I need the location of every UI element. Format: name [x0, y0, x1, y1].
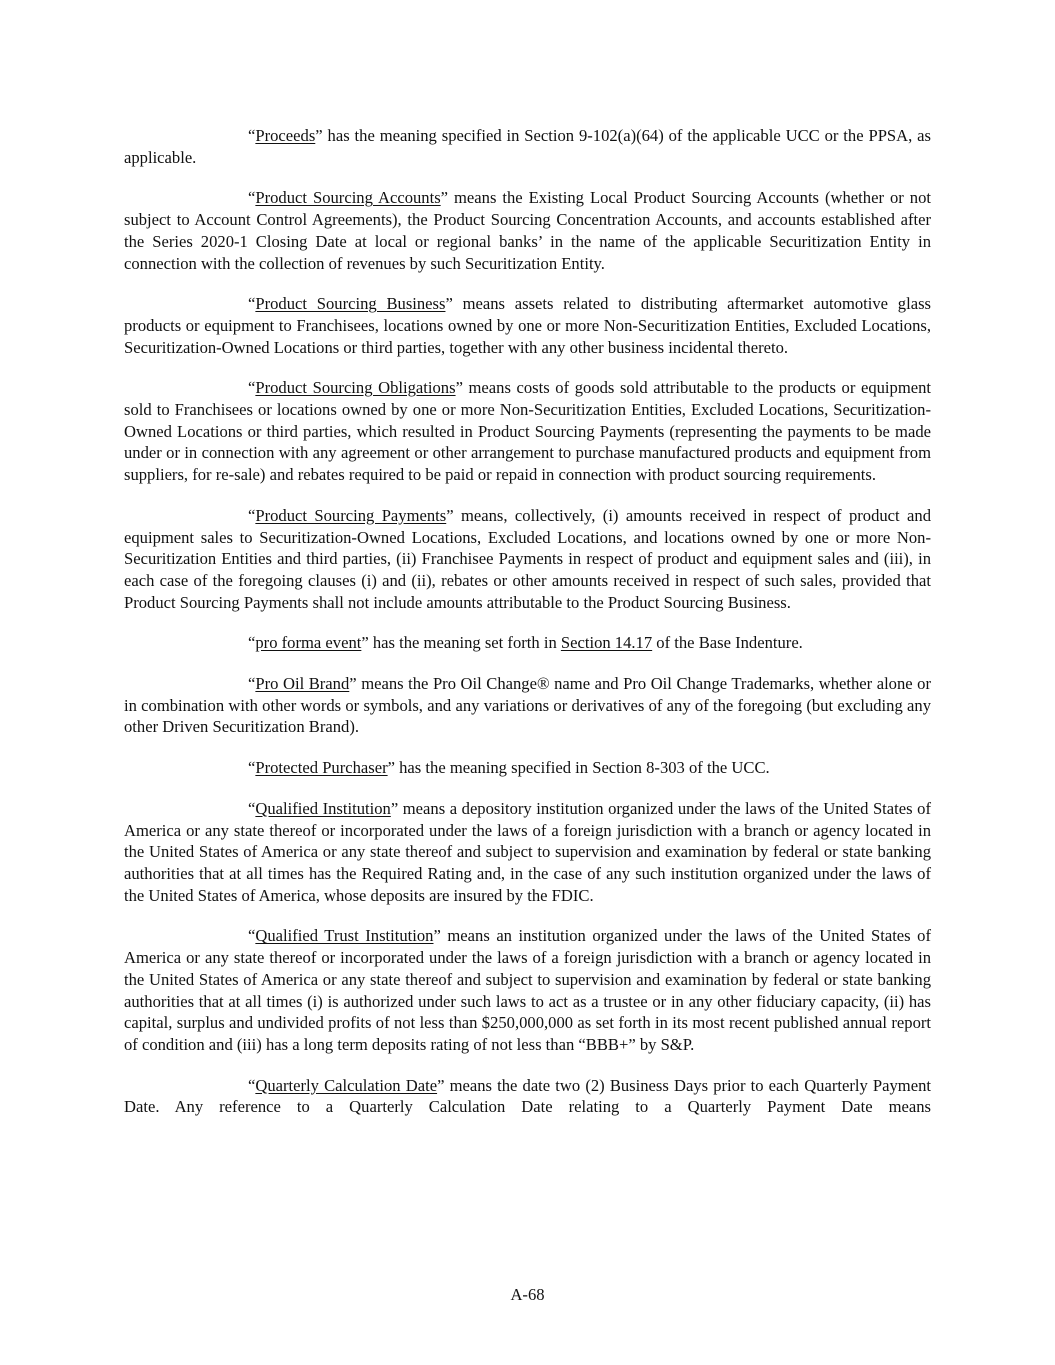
definition-protected-purchaser: “Protected Purchaser” has the meaning specified in Section 8-303 of the UCC.	[248, 758, 770, 778]
defined-term: Protected Purchaser	[255, 758, 388, 778]
page-number: A-68	[510, 1285, 545, 1304]
definition-product-sourcing-accounts: “Product Sourcing Accounts” means the Existing Local Product Sourcing Accounts (whether or not subject to Account Control Agreements), the Product Sourcing Concentration Accounts, and accounts established after the Series 2020-1 Closing Date at local or regional banks’ in the name of the applicable Securitization Entity in connection with the collection of revenues by such Securitization Entity.	[124, 188, 931, 273]
definition-product-sourcing-business: “Product Sourcing Business” means assets related to distributing aftermarket automotive glass products or equipment to Franchisees, locations owned by one or more Non-Securitization Entities, Excluded Locations, Securitization-Owned Locations or third parties, together with any other business incidental thereto.	[124, 294, 931, 357]
defined-term: Product Sourcing Payments	[255, 505, 447, 525]
defined-term: Product Sourcing Business	[255, 294, 446, 314]
defined-term: Product Sourcing Obligations	[255, 378, 456, 398]
defined-term: Product Sourcing Accounts	[255, 188, 441, 208]
defined-term: pro forma event	[255, 633, 362, 653]
defined-term: Qualified Institution	[255, 798, 391, 818]
definition-product-sourcing-obligations: “Product Sourcing Obligations” means costs of goods sold attributable to the products or equipment sold to Franchisees or locations owned by one or more Non-Securitization Entities, Excluded Locations, Securitization-Owned Locations or third parties, which resulted in Product Sourcing Payments (representing the payments to be made under or in connection with any agreement or other arrangement to purchase manufactured products and equipment from suppliers, for re-sale) and rebates required to be paid or repaid in connection with product sourcing requirements.	[124, 378, 931, 485]
definition-qualified-trust-institution: “Qualified Trust Institution” means an institution organized under the laws of the United States of America or any state thereof or incorporated under the laws of a foreign jurisdiction with a branch or agency located in the United States of America or any state thereof and subject to supervision and examination by federal or state banking authorities that at all times (i) is authorized under such laws to act as a trustee or in any other fiduciary capacity, (ii) has capital, surplus and undivided profits of not less than $250,000,000 as set forth in its most recent published annual report of condition and (iii) has a long term deposits rating of not less than “BBB+” by S&P.	[124, 926, 931, 1054]
definition-product-sourcing-payments: “Product Sourcing Payments” means, collectively, (i) amounts received in respect of product and equipment sales to Securitization-Owned Locations, Excluded Locations, and locations owned by one or more Non-Securitization Entities and third parties, (ii) Franchisee Payments in respect of product and equipment sales and (iii), in each case of the foregoing clauses (i) and (ii), rebates or other amounts received in respect of such sales, provided that Product Sourcing Payments shall not include amounts attributable to the Product Sourcing Business.	[124, 505, 931, 612]
definition-quarterly-calculation-date: “Quarterly Calculation Date” means the date two (2) Business Days prior to each Quarterly Payment Date. Any reference to a Quarterly Calculation Date relating to a Quarterly Payment Date means	[124, 1075, 931, 1117]
defined-term: Pro Oil Brand	[255, 674, 350, 694]
definition-proceeds: “Proceeds” has the meaning specified in Section 9-102(a)(64) of the applicable UCC or the PPSA, as applicable.	[124, 126, 931, 167]
section-reference-link[interactable]: Section 14.17	[560, 633, 653, 653]
defined-term: Proceeds	[255, 126, 316, 145]
definition-pro-oil-brand: “Pro Oil Brand” means the Pro Oil Change® name and Pro Oil Change Trademarks, whether alone or in combination with other words or symbols, and any variations or derivatives of any of the foregoing (but excluding any other Driven Securitization Brand).	[124, 674, 932, 737]
definition-qualified-institution: “Qualified Institution” means a depository institution organized under the laws of the United States of America or any state thereof or incorporated under the laws of a foreign jurisdiction with a branch or agency located in the United States of America or any state thereof and subject to supervision and examination by federal or state banking authorities that at all times has the Required Rating and, in the case of any such institution organized under the laws of the United States of America, whose deposits are insured by the FDIC.	[124, 798, 931, 905]
definition-pro-forma-event: “pro forma event” has the meaning set forth in Section 14.17 of the Base Indenture.	[248, 633, 803, 653]
definitions-section	[124, 125, 931, 1137]
defined-term: Qualified Trust Institution	[255, 926, 434, 946]
defined-term: Quarterly Calculation Date	[255, 1075, 438, 1095]
